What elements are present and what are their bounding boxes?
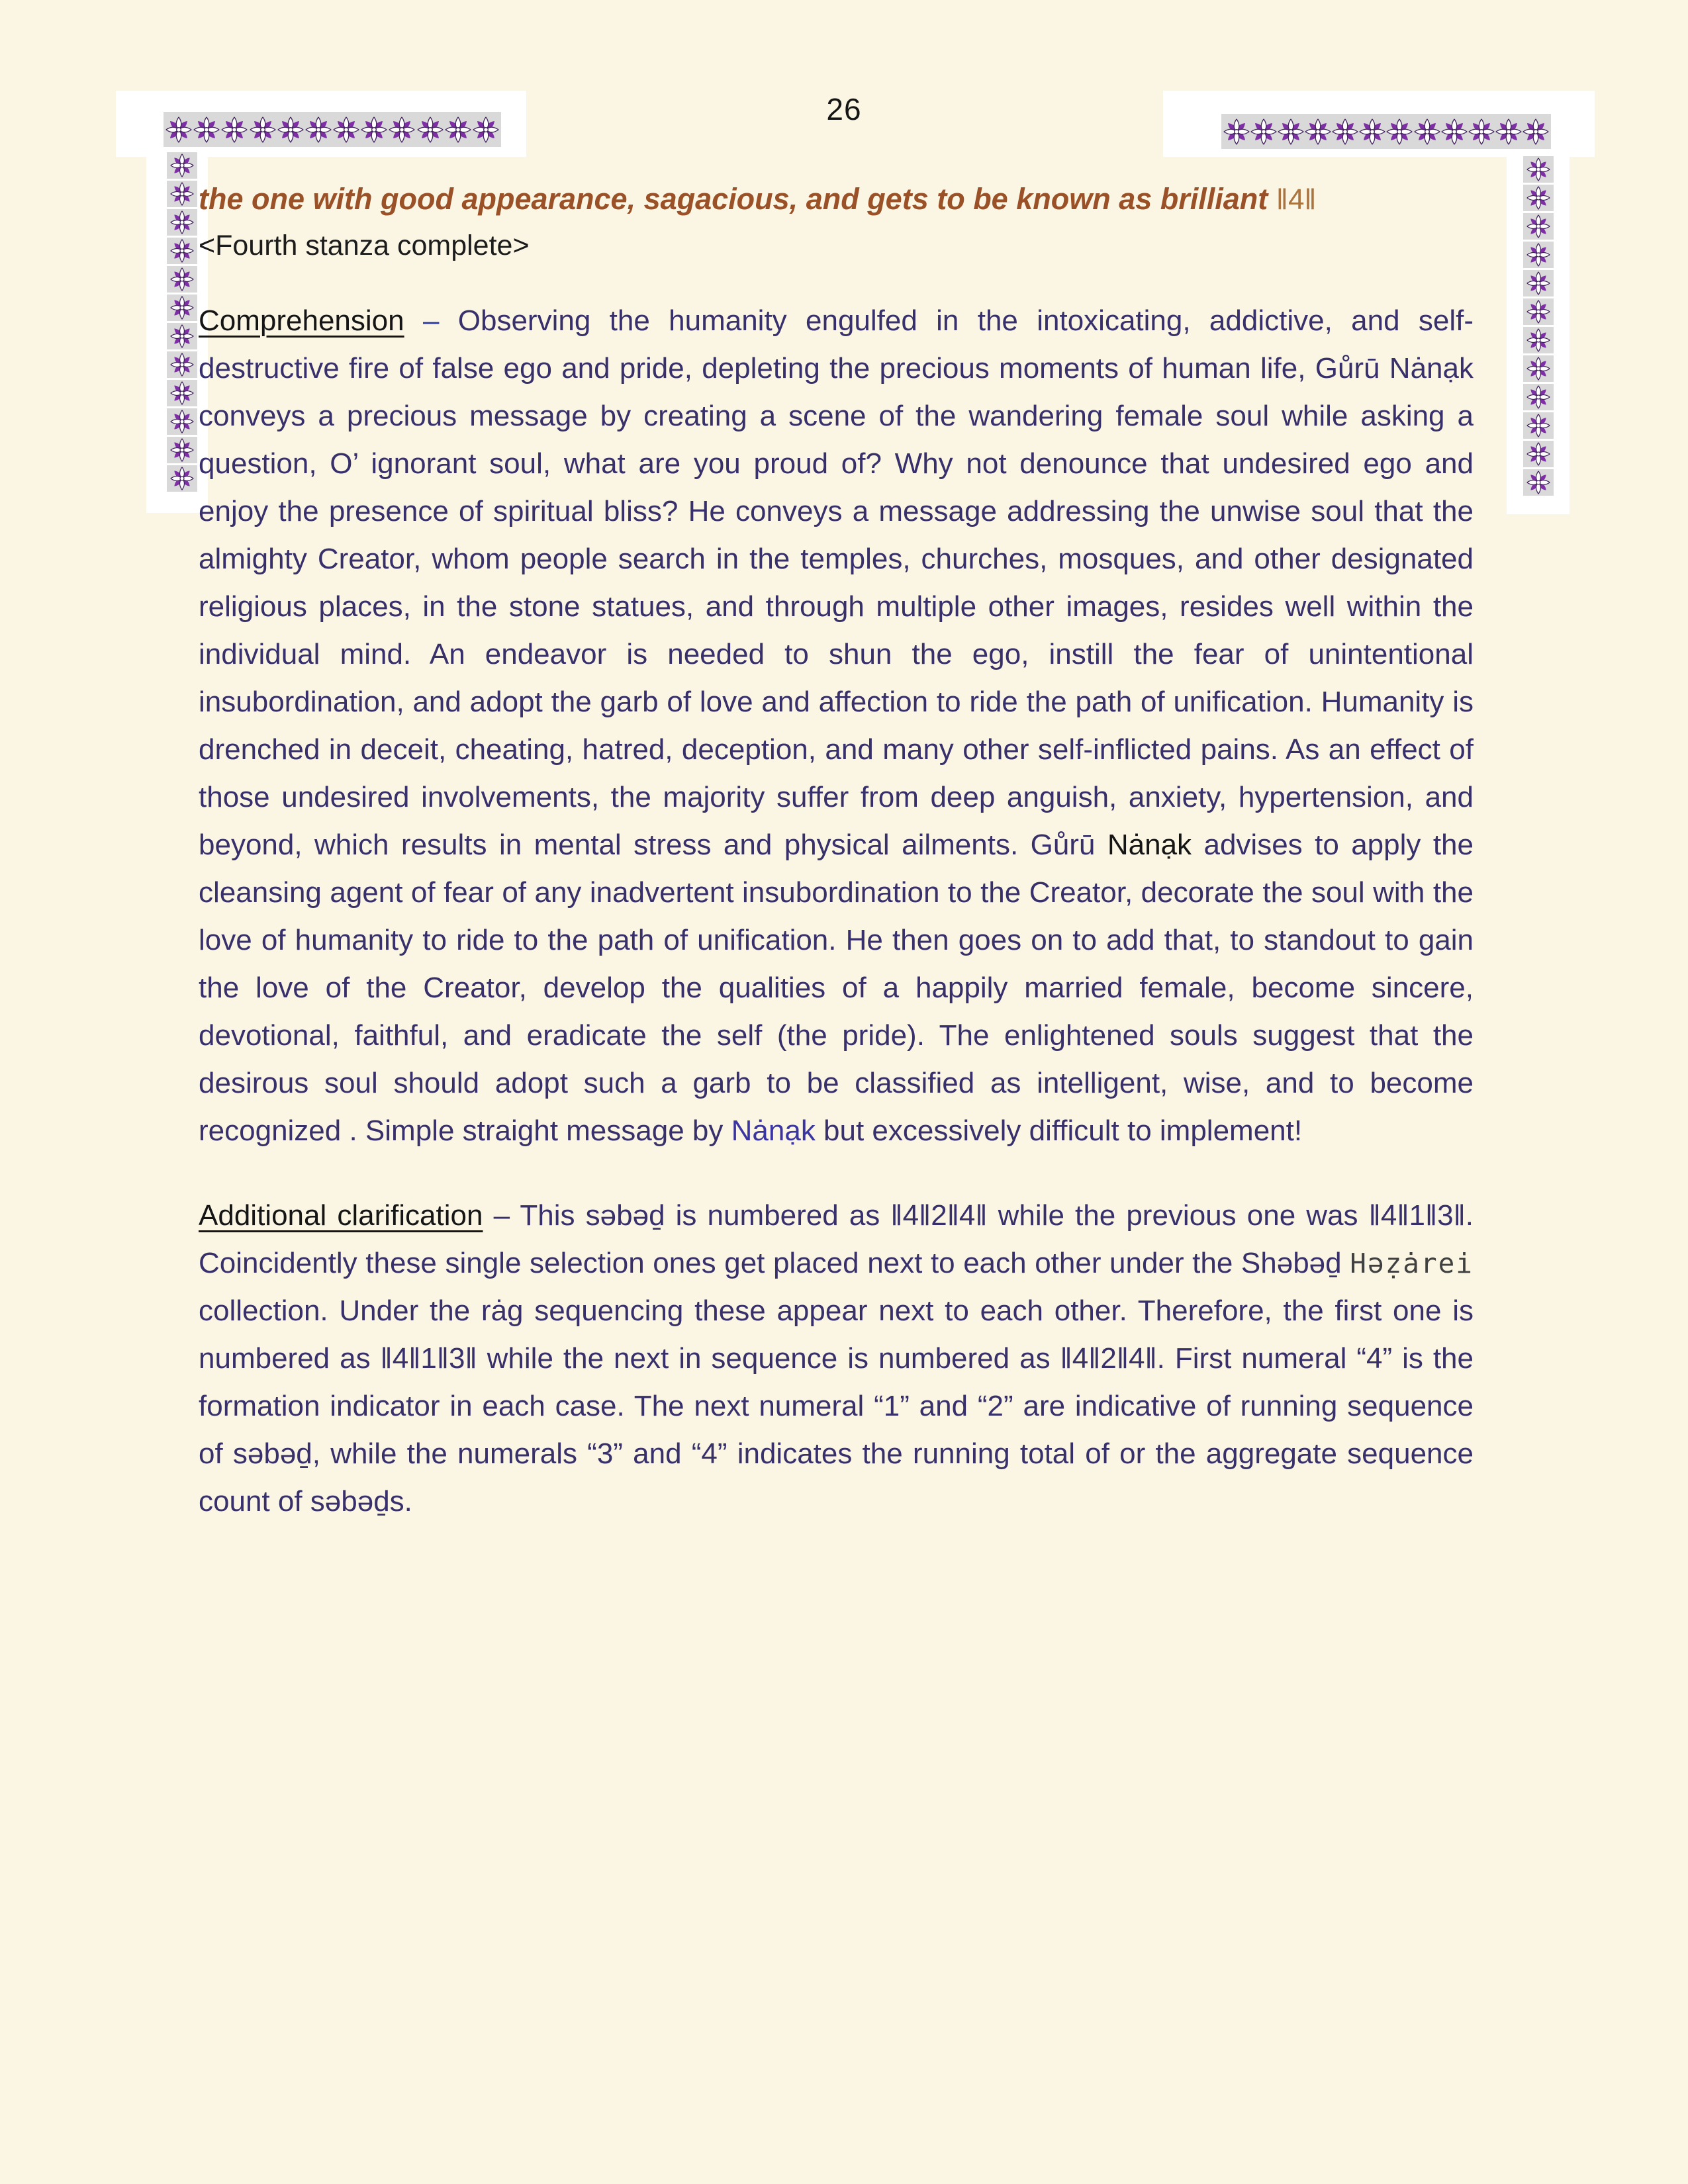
comprehension-paragraph [199,297,1474,1155]
comprehension-body-2: advises to apply the cleansing agent of fear of any inadvertent insubordination to the Creator, decorate the soul with the love of humanity to ride to the path of unification. He then goes on to add that, to standout to gain the love of the Creator, develop the qualities of a happily married female, become sincere, devotional, faithful, and eradicate the self (the pride). The enlightened souls suggest that the desirous soul should adopt such a garb to be classified as intelligent, wise, and to become recognized . Simple straight message by [199,829,1474,1147]
collection-name: Həẓȧrei [1350,1248,1474,1279]
page-number: 26 [826,92,862,126]
flower-ornament-icon [167,437,197,463]
heading-dash: – [404,304,458,337]
flower-ornament-icon [1523,469,1554,496]
flower-ornament-icon [1523,355,1554,382]
comprehension-body-3: but excessively difficult to implement! [815,1115,1303,1147]
ornament-column-right [1523,156,1554,496]
flower-ornament-icon [167,351,197,378]
flower-ornament-icon [167,380,197,406]
verse-translation-line [199,180,1474,219]
flower-ornament-icon [167,408,197,435]
flower-ornament-icon [167,238,197,264]
ornament-column-left [167,152,197,492]
comprehension-body-1: Observing the humanity engulfed in the intoxicating, addictive, and self-destructive fire of false ego and pride, depleting the precious moments of human life, Gůrū Nȧnạk conveys a precious message by creating a scene of the wandering female soul while asking a question, O’ ignorant soul, what are you proud of? Why not denounce that undesired ego and enjoy the presence of spiritual bliss? He conveys a message addressing the unwise soul that the almighty Creator, whom people search in the temples, churches, mosques, and other designated religious places, in the stone statues, and through multiple other images, resides well within the individual mind. An endeavor is needed to shun the ego, instill the fear of unintentional insubordination, and adopt the garb of love and affection to ride the path of unification. Humanity is drenched in deceit, cheating, hatred, deception, and many other self-inflicted pains. As an effect of those undesired involvements, the majority suffer from deep anguish, anxiety, hypertension, and beyond, which results in mental stress and physical ailments. Gůrū [199,304,1474,861]
flower-ornament-icon [1523,185,1554,211]
nanak-name-highlight: Nȧnạk [1107,829,1192,861]
clarification-body-1: This səbəḏ is numbered as ‖4‖2‖4‖ while the previous one was ‖4‖1‖3‖. Coincidently these single selection ones get placed next to each other under the Shəbəḏ [199,1199,1474,1279]
verse-number-marker: ‖4‖ [1276,183,1317,216]
page-content [199,180,1474,1555]
flower-ornament-icon [1523,213,1554,240]
clarification-heading: Additional clarification [199,1199,483,1232]
flower-ornament-icon [167,209,197,236]
flower-ornament-icon [1523,270,1554,296]
flower-ornament-icon [167,181,197,207]
flower-ornament-icon [1523,156,1554,183]
flower-ornament-icon [1523,441,1554,467]
flower-ornament-icon [1523,384,1554,410]
flower-ornament-icon [167,152,197,179]
flower-ornament-icon [1523,298,1554,325]
clarification-body-2: collection. Under the rȧg sequencing these appear next to each other. Therefore, the first one is numbered as ‖4‖1‖3‖ while the next in sequence is numbered as ‖4‖2‖4‖. First numeral “4” is the formation indicator in each case. The next numeral “1” and “2” are indicative of running sequence of səbəḏ, while the numerals “3” and “4” indicates the running total of or the aggregate sequence count of səbəḏs. [199,1295,1474,1518]
flower-ornament-icon [1523,412,1554,439]
flower-ornament-icon [167,465,197,492]
flower-ornament-icon [1523,327,1554,353]
verse-text: the one with good appearance, sagacious, and gets to be known as brilliant [199,182,1276,216]
flower-ornament-icon [167,295,197,321]
nanak-name: Nȧnạk [731,1115,816,1147]
flower-ornament-icon [167,323,197,349]
flower-ornament-icon [167,266,197,293]
heading-dash: – [483,1199,520,1232]
clarification-paragraph [199,1192,1474,1525]
stanza-complete-note: <Fourth stanza complete> [199,230,530,261]
comprehension-heading: Comprehension [199,304,404,337]
flower-ornament-icon [1523,242,1554,268]
